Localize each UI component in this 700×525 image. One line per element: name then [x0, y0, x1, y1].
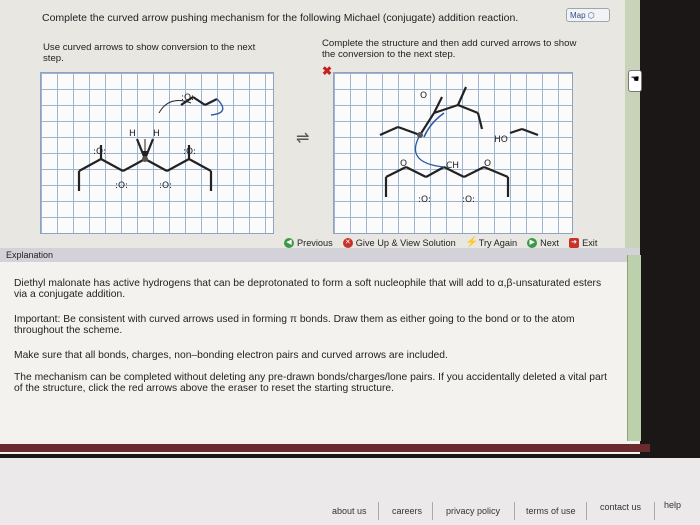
divider-bar — [0, 444, 650, 452]
right-oxygen-ml: O — [400, 159, 408, 169]
left-h-2: H — [153, 129, 160, 139]
right-oxygen-top: O — [420, 91, 428, 101]
explanation-paragraph-1: Diethyl malonate has active hydrogens that can be deprotonated to form a soft nucleophile that will add to α,β-unsaturated esters via a conjugate addition. — [14, 278, 602, 300]
right-oxygen-br: :O: — [462, 195, 475, 205]
left-drawing-canvas[interactable] — [40, 72, 274, 234]
try-again-button[interactable]: ⚡ Try Again — [465, 237, 518, 248]
left-oxygen-lr: :O: — [183, 147, 196, 157]
equilibrium-arrows-icon: ⇌ — [296, 130, 310, 147]
exit-icon: ➔ — [569, 238, 579, 248]
hand-cursor-icon: ☚ — [628, 70, 642, 92]
terms-link[interactable]: terms of use — [526, 506, 576, 516]
left-oxygen-br: :O: — [159, 181, 172, 191]
privacy-link[interactable]: privacy policy — [446, 506, 501, 516]
right-oxygen-mr: O — [484, 159, 492, 169]
left-instruction: Use curved arrows to show conversion to the next step. — [43, 42, 256, 64]
about-link[interactable]: about us — [332, 506, 367, 516]
left-h-1: H — [129, 129, 136, 139]
contact-link[interactable]: contact us — [600, 502, 642, 512]
explanation-paragraph-2: Important: Be consistent with curved arrows used in forming π bonds. Draw them as either going to the bond or to the atom throughout the scheme. — [14, 314, 575, 336]
reset-x-icon[interactable]: ✖ — [322, 64, 333, 78]
site-footer — [0, 458, 700, 525]
map-button[interactable]: Map ⬡ — [566, 8, 610, 22]
right-molecule — [334, 73, 572, 233]
left-oxygen-ll: :O: — [93, 147, 106, 157]
right-ho: HO — [494, 135, 508, 145]
problem-scrollbar[interactable] — [625, 0, 640, 248]
right-ch: CH — [446, 161, 460, 171]
right-instruction: Complete the structure and then add curved arrows to show the conversion to the next step. — [322, 38, 577, 60]
left-molecule — [41, 73, 273, 233]
explanation-scrollbar[interactable] — [627, 255, 641, 441]
lightning-icon: ⚡ — [465, 237, 479, 248]
problem-panel — [0, 0, 640, 248]
left-oxygen-bl: :O: — [115, 181, 128, 191]
right-oxygen-bl: :O: — [418, 195, 431, 205]
explanation-header[interactable]: Explanation — [0, 248, 640, 262]
explanation-paragraph-4: The mechanism can be completed without deleting any pre-drawn bonds/charges/lone pairs. If you accidentally deleted a vital part of the structure, click the red arrows above the eraser to reset the starting structure. — [14, 372, 607, 394]
explanation-panel — [0, 262, 640, 454]
problem-prompt: Complete the curved arrow pushing mechanism for the following Michael (conjugate) addition reaction. — [42, 12, 519, 24]
next-button[interactable]: ▶ Next — [527, 236, 559, 250]
exit-button[interactable]: ➔ Exit — [569, 236, 597, 250]
next-icon: ▶ — [527, 238, 537, 248]
left-oxygen-top: :O: — [181, 93, 194, 103]
previous-button[interactable]: ◀ Previous — [284, 236, 333, 250]
help-link[interactable]: help — [664, 500, 682, 510]
previous-icon: ◀ — [284, 238, 294, 248]
right-drawing-canvas[interactable] — [333, 72, 573, 234]
careers-link[interactable]: careers — [392, 506, 423, 516]
give-up-icon: ✕ — [343, 238, 353, 248]
explanation-paragraph-3: Make sure that all bonds, charges, non–bonding electron pairs and curved arrows are included. — [14, 350, 448, 361]
give-up-button[interactable]: ✕ Give Up & View Solution — [343, 236, 456, 250]
